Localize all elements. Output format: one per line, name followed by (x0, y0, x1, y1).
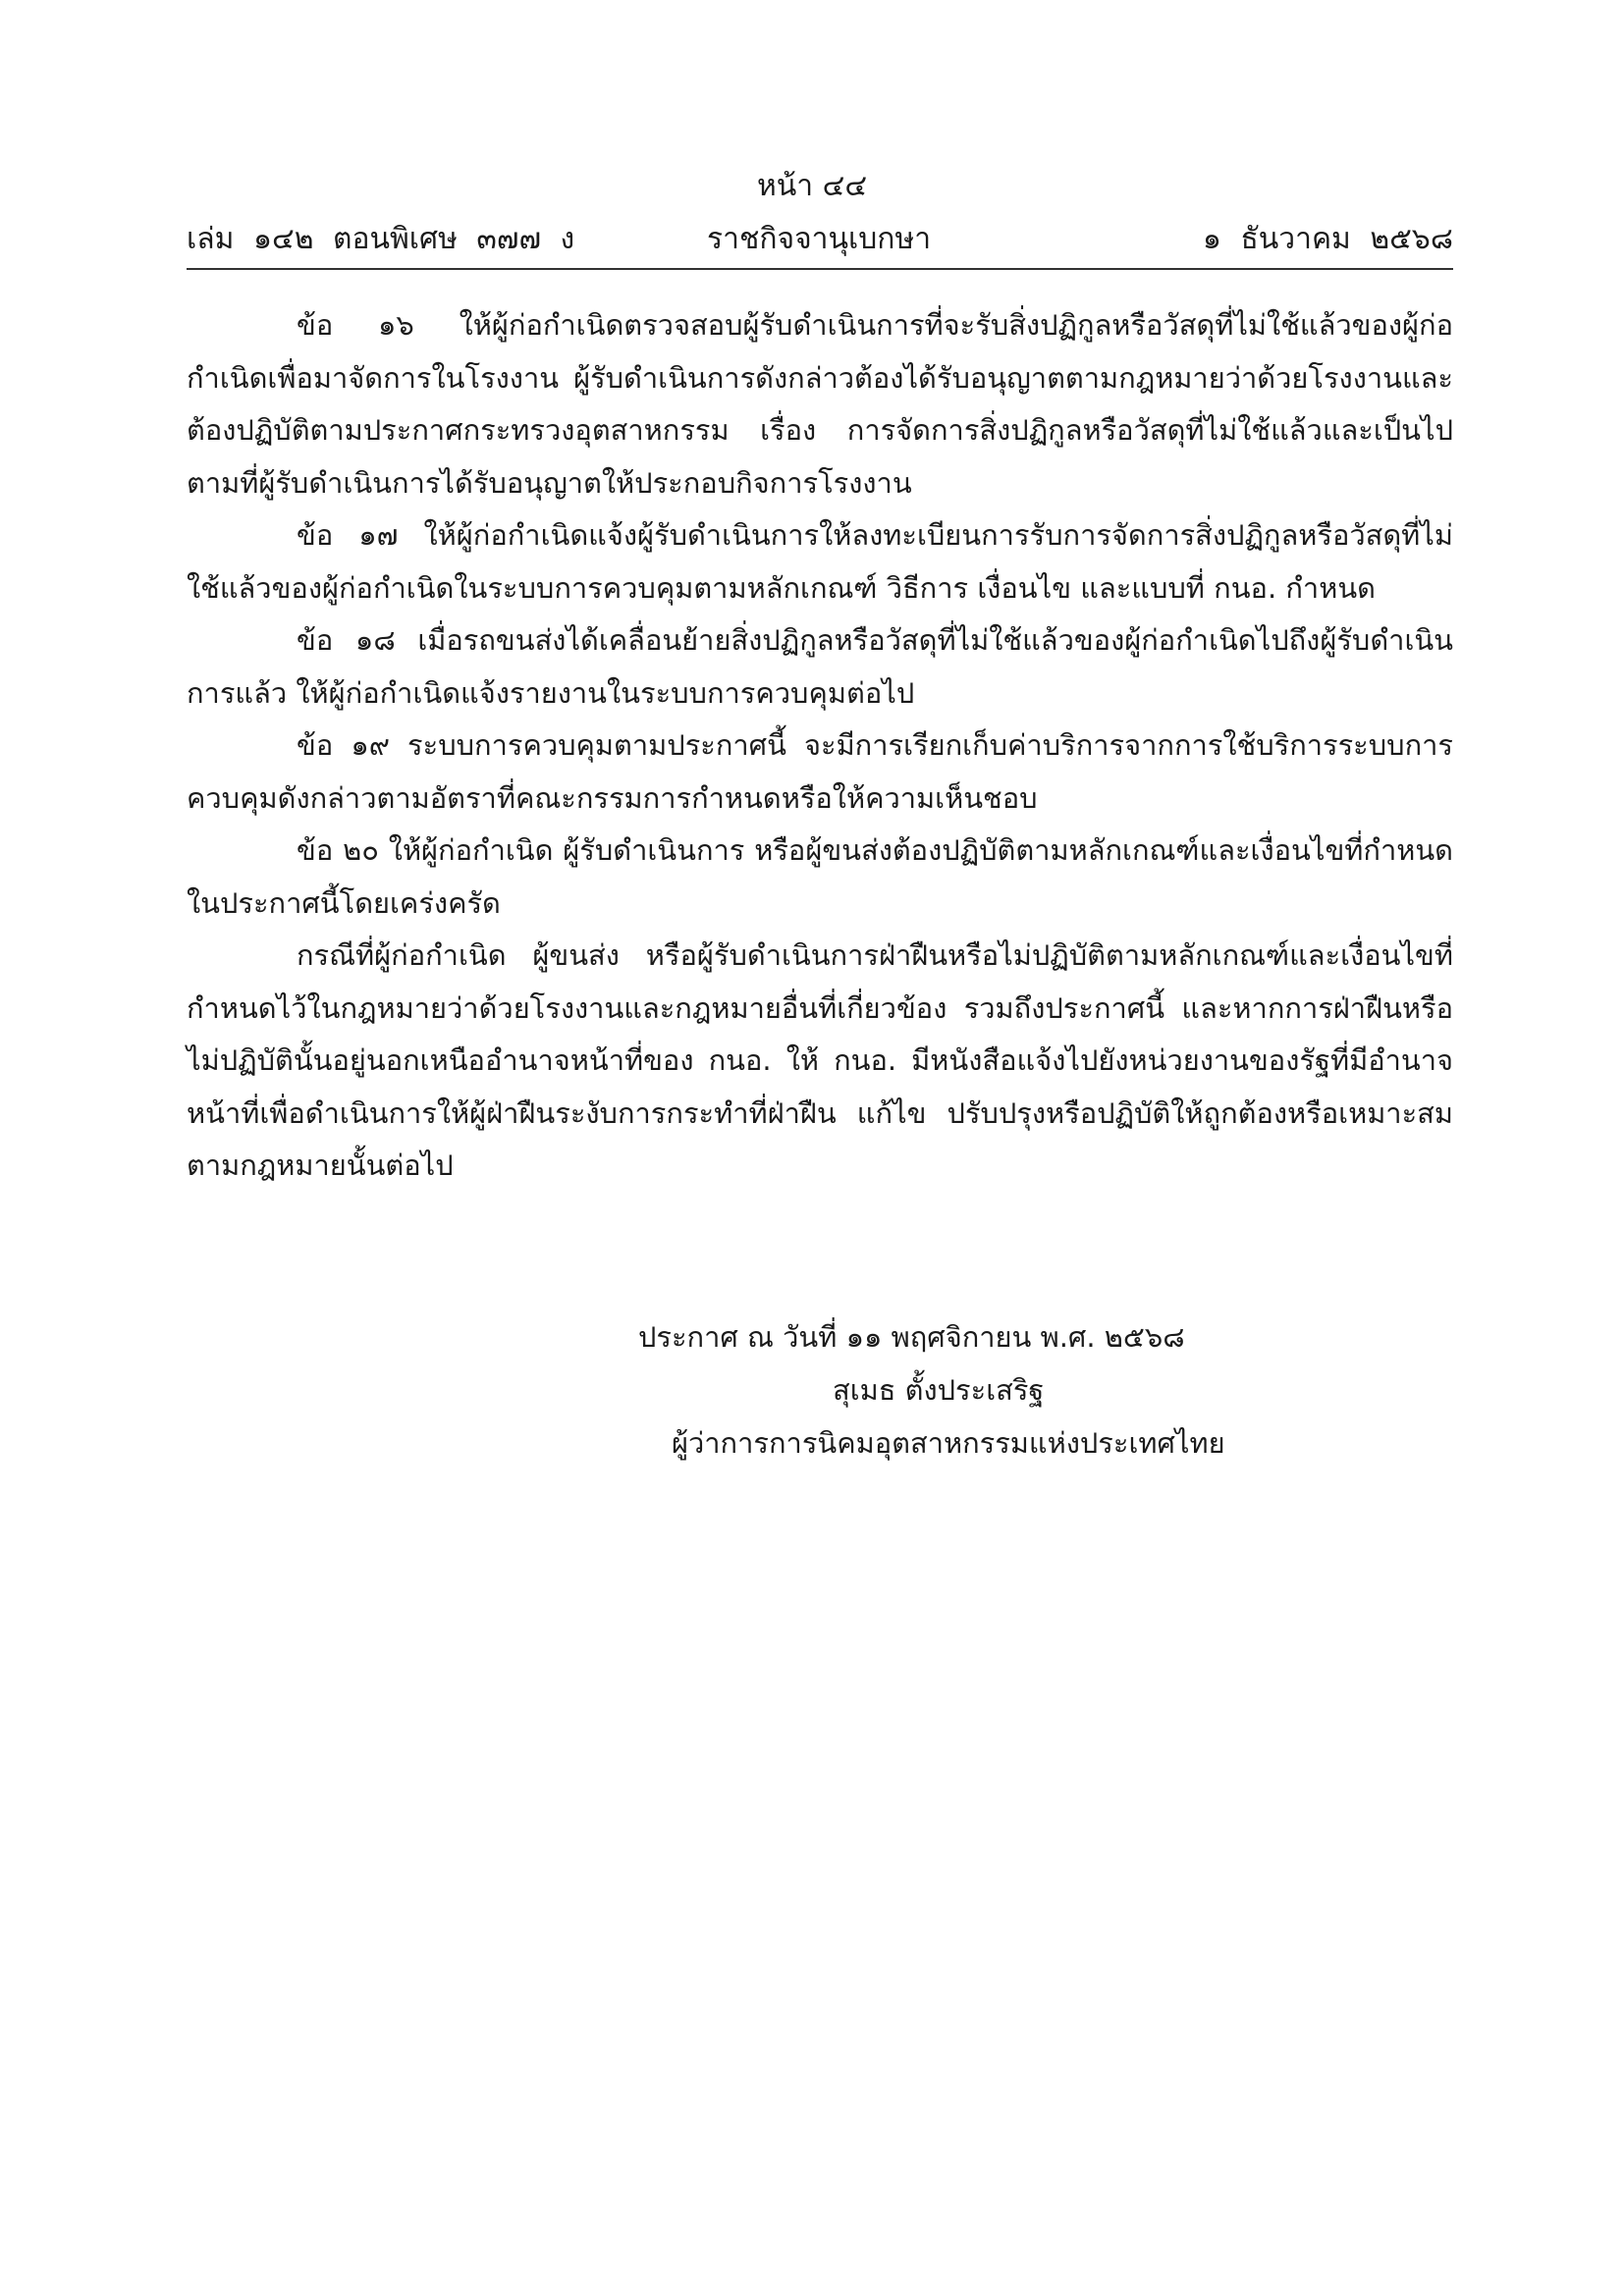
page-number: หน้า ๔๔ (756, 169, 868, 203)
clause-16: ข้อ ๑๖ ให้ผู้ก่อกำเนิดตรวจสอบผู้รับดำเนินการที่จะรับสิ่งปฏิกูลหรือวัสดุที่ไม่ใช้แล้วของผู้ก่อกำเนิดเพื่อมาจัดการในโรงงาน ผู้รับดำเนินการดังกล่าวต้องได้รับอนุญาตตามกฎหมายว่าด้วยโรงงานและต้องปฏิบัติตามประกาศกระทรวงอุตสาหกรรม เรื่อง การจัดการสิ่งปฏิกูลหรือวัสดุที่ไม่ใช้แล้วและเป็นไปตามที่ผู้รับดำเนินการได้รับอนุญาตให้ประกอบกิจการโรงงาน (187, 308, 1453, 500)
clause-20-violation-case: กรณีที่ผู้ก่อกำเนิด ผู้ขนส่ง หรือผู้รับดำเนินการฝ่าฝืนหรือไม่ปฏิบัติตามหลักเกณฑ์และเงื่อนไขที่กำหนดไว้ในกฎหมายว่าด้วยโรงงานและกฎหมายอื่นที่เกี่ยวข้อง รวมถึงประกาศนี้ และหากการฝ่าฝืนหรือไม่ปฏิบัตินั้นอยู่นอกเหนืออำนาจหน้าที่ของ กนอ. ให้ กนอ. มีหนังสือแจ้งไปยังหน่วยงานของรัฐที่มีอำนาจหน้าที่เพื่อดำเนินการให้ผู้ฝ่าฝืนระงับการกระทำที่ฝ่าฝืน แก้ไข ปรับปรุงหรือปฏิบัติให้ถูกต้องหรือเหมาะสมตามกฎหมายนั้นต่อไป (187, 938, 1453, 1182)
gazette-header (187, 216, 1453, 263)
signatory-position: ผู้ว่าการการนิคมอุตสาหกรรมแห่งประเทศไทย (672, 1426, 1225, 1460)
clause-18: ข้อ ๑๘ เมื่อรถขนส่งได้เคลื่อนย้ายสิ่งปฏิกูลหรือวัสดุที่ไม่ใช้แล้วของผู้ก่อกำเนิดไปถึงผู้รับดำเนินการแล้ว ให้ผู้ก่อกำเนิดแจ้งรายงานในระบบการควบคุมต่อไป (187, 623, 1453, 710)
clause-17: ข้อ ๑๗ ให้ผู้ก่อกำเนิดแจ้งผู้รับดำเนินการให้ลงทะเบียนการรับการจัดการสิ่งปฏิกูลหรือวัสดุที่ไม่ใช้แล้วของผู้ก่อกำเนิดในระบบการควบคุมตามหลักเกณฑ์ วิธีการ เงื่อนไข และแบบที่ กนอ. กำหนด (187, 518, 1453, 605)
signatory-name: สุเมธ ตั้งประเสริฐ (833, 1373, 1045, 1407)
publication-date: ๑ ธันวาคม ๒๕๖๘ (1202, 222, 1453, 256)
signature-block (628, 1310, 1296, 1469)
clause-20: ข้อ ๒๐ ให้ผู้ก่อกำเนิด ผู้รับดำเนินการ หรือผู้ขนส่งต้องปฏิบัติตามหลักเกณฑ์และเงื่อนไขที่กำหนดในประกาศนี้โดยเคร่งครัด (187, 833, 1453, 920)
document-body (187, 299, 1453, 1193)
header-divider (187, 268, 1453, 270)
publication-name: ราชกิจจานุเบกษา (707, 222, 932, 256)
volume-issue: เล่ม ๑๔๒ ตอนพิเศษ ๓๗๗ ง (187, 222, 575, 256)
announcement-date: ประกาศ ณ วันที่ ๑๑ พฤศจิกายน พ.ศ. ๒๕๖๘ (638, 1320, 1185, 1354)
clause-19: ข้อ ๑๙ ระบบการควบคุมตามประกาศนี้ จะมีการเรียกเก็บค่าบริการจากการใช้บริการระบบการควบคุมดังกล่าวตามอัตราที่คณะกรรมการกำหนดหรือให้ความเห็นชอบ (187, 728, 1453, 815)
